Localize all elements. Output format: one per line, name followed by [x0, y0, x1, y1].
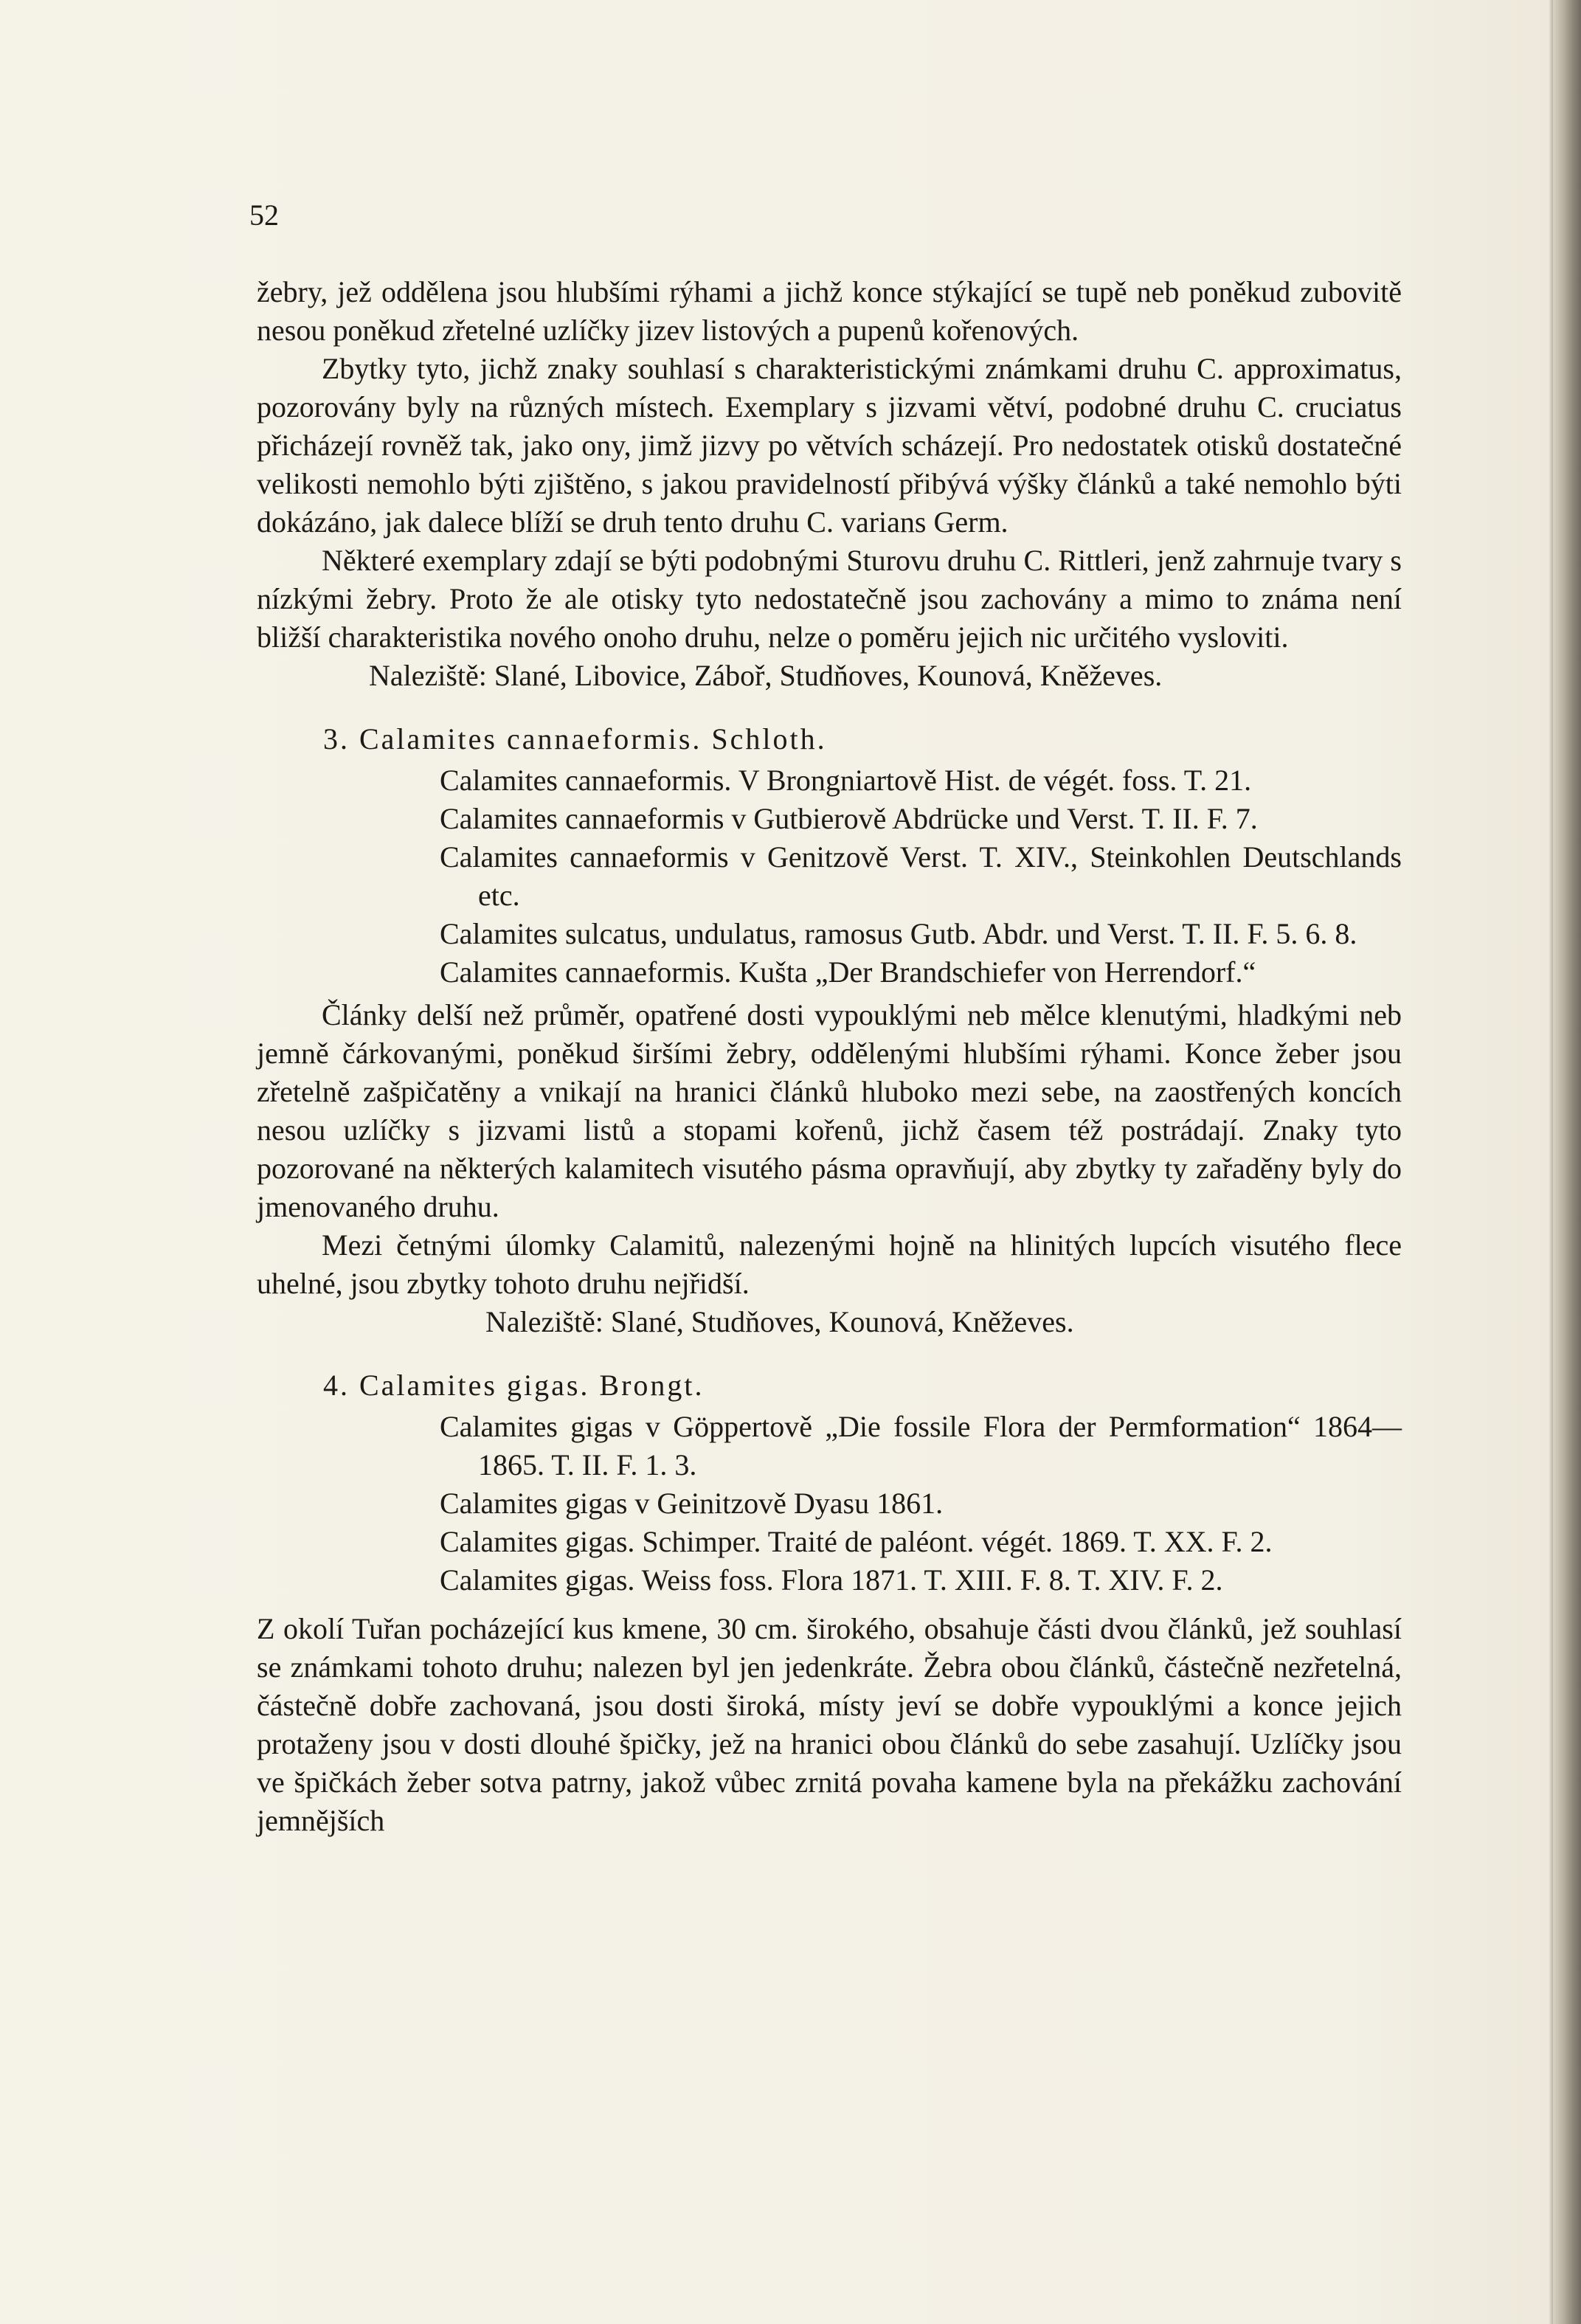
reference-item: Calamites cannaeformis v Genitzově Verst. T. XIV., Steinkohlen Deutschlands etc. [440, 840, 1402, 912]
reference-item: Calamites cannaeformis. Kušta „Der Brandschiefer von Herrendorf.“ [440, 955, 1256, 989]
species-heading-gigas: 4. Calamites gigas. Brongt. [323, 1369, 705, 1402]
paragraph-rittleri: Některé exemplary zdají se býti podobnými Sturovu druhu C. Rittleri, jenž zahrnuje tvary s nízkými žebry. Proto že ale otisky tyto nedostatečně jsou zachovány a mimo to známa není bližší charakteristika nového onoho druhu, nelze o poměru jejich nic určitého vysloviti. [257, 544, 1402, 654]
paragraph-calamites-fragments: Mezi četnými úlomky Calamitů, nalezenými hojně na hlinitých lupcích visutého flece uhelné, jsou zbytky tohoto druhu nejřidší. [257, 1228, 1402, 1300]
reference-item: Calamites gigas. Weiss foss. Flora 1871. T. XIII. F. 8. T. XIV. F. 2. [440, 1563, 1223, 1597]
reference-item: Calamites gigas v Göppertově „Die fossile Flora der Permformation“ 1864—1865. T. II. F. 1. 3. [440, 1410, 1402, 1481]
locality-line-2: Naleziště: Slané, Studňoves, Kounová, Kněževes. [485, 1305, 1074, 1338]
paragraph-approximatus: Zbytky tyto, jichž znaky souhlasí s charakteristickými známkami druhu C. approximatus, pozorovány byly na různých místech. Exemplary s jizvami větví, podobné druhu C. cruciatus přicházejí rovněž tak, jako ony, jimž jizvy po větvích scházejí. Pro nedostatek otisků dostatečné velikosti nemohlo býti zjištěno, s jakou pravidelností přibývá výšky článků a také nemohlo býti dokázáno, jak dalece blíží se druh tento druhu C. varians Germ. [257, 352, 1402, 539]
reference-item: Calamites gigas v Geinitzově Dyasu 1861. [440, 1487, 944, 1520]
book-spine [1553, 0, 1581, 2324]
references-gigas [257, 1408, 1402, 1600]
species-heading-cannaeformis: 3. Calamites cannaeformis. Schloth. [323, 722, 827, 755]
page-number: 52 [249, 198, 279, 232]
references-cannaeformis [257, 761, 1402, 992]
reference-item: Calamites gigas. Schimper. Traité de paléont. végét. 1869. T. XX. F. 2. [440, 1525, 1273, 1558]
paragraph-turan-specimen: Z okolí Tuřan pocházející kus kmene, 30 cm. širokého, obsahuje části dvou článků, jež souhlasí se známkami tohoto druhu; nalezen byl jen jedenkráte. Žebra obou článků, částečně nezřetelná, částečně dobře zachovaná, jsou dosti široká, místy jeví se dobře vypouklými a konce jejich protaženy jsou v dosti dlouhé špičky, jež na hranici obou článků do sebe zasahují. Uzlíčky jsou ve špičkách žeber sotva patrny, jakož vůbec zrnitá povaha kamene byla na překážku zachování jemnějších [257, 1612, 1402, 1837]
reference-item: Calamites cannaeformis. V Brongniartově Hist. de végét. foss. T. 21. [440, 764, 1252, 797]
paragraph-description-cannaeformis: Články delší než průměr, opatřené dosti vypouklými neb mělce klenutými, hladkými neb jemně čárkovanými, poněkud širšími žebry, oddělenými hlubšími rýhami. Konce žeber jsou zřetelně zašpičatěny a vnikají na hranici článků hluboko mezi sebe, na zaostřených koncích nesou uzlíčky s jizvami listů a stopami kořenů, jichž časem též postrádají. Znaky tyto pozorované na některých kalamitech visutého pásma opravňují, aby zbytky ty zařaděny byly do jmenovaného druhu. [257, 998, 1402, 1223]
paragraph-continuation: žebry, jež oddělena jsou hlubšími rýhami a jichž konce stýkající se tupě neb poněkud zubovitě nesou poněkud zřetelné uzlíčky jizev listových a pupenů kořenových. [257, 275, 1402, 347]
body-text [257, 273, 1402, 1840]
locality-line-1: Naleziště: Slané, Libovice, Záboř, Studňoves, Kounová, Kněževes. [369, 659, 1163, 692]
reference-item: Calamites sulcatus, undulatus, ramosus Gutb. Abdr. und Verst. T. II. F. 5. 6. 8. [440, 917, 1357, 950]
reference-item: Calamites cannaeformis v Gutbierově Abdrücke und Verst. T. II. F. 7. [440, 802, 1258, 835]
